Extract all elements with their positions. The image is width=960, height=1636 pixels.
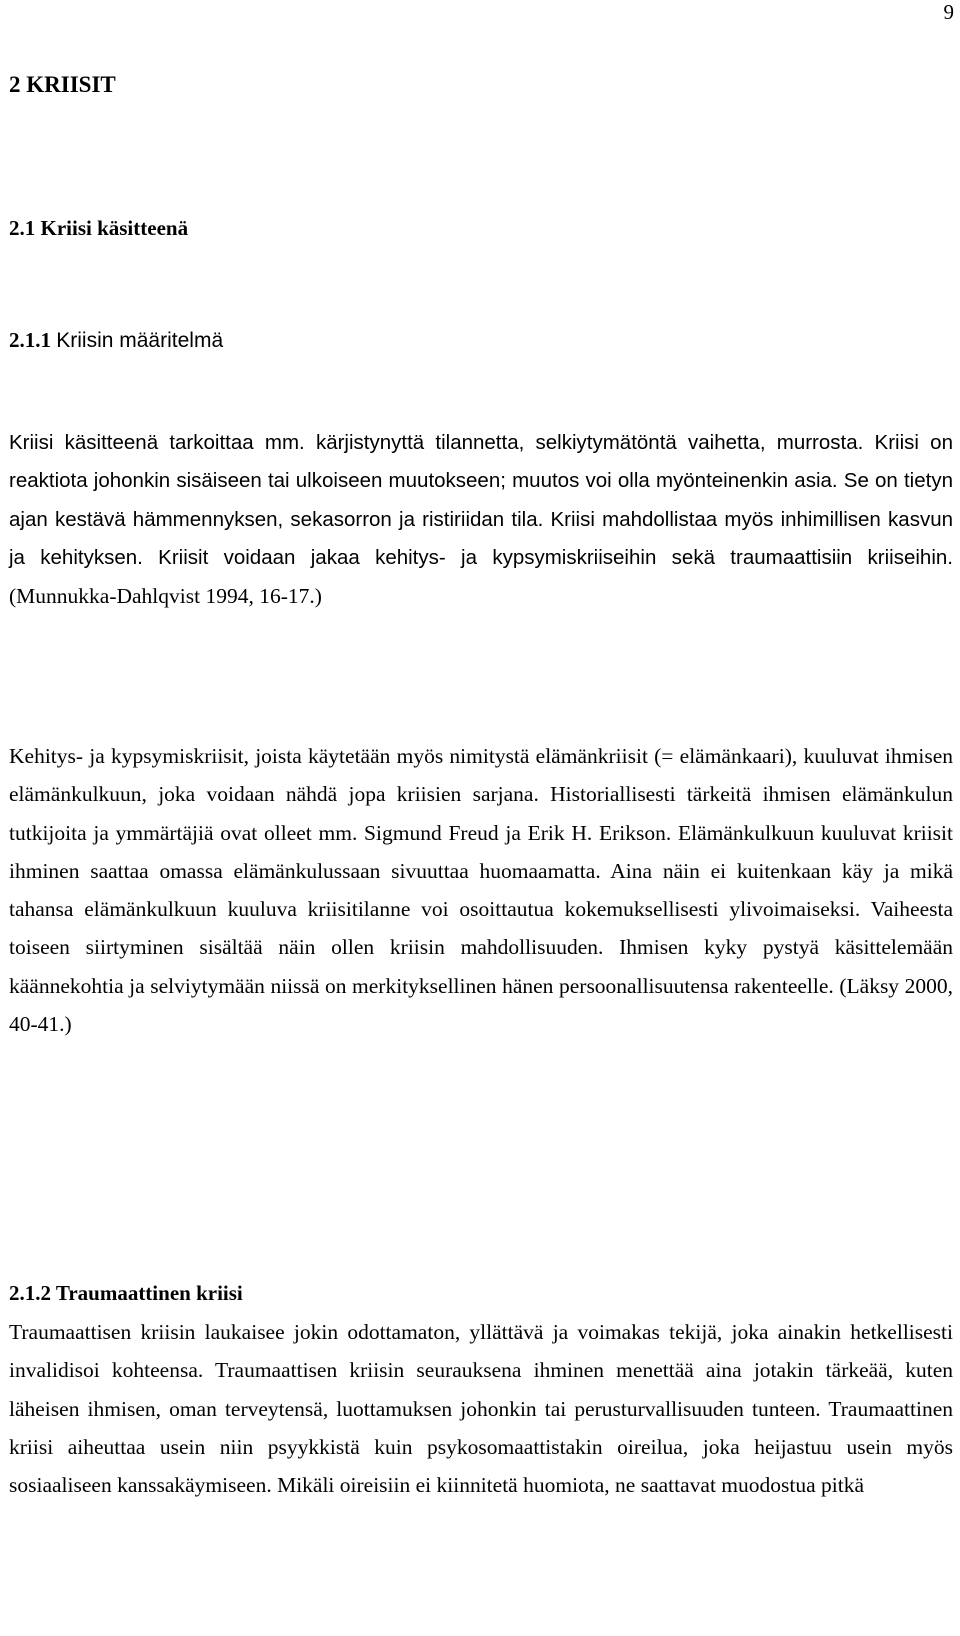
paragraph-traumatic-crisis: Traumaattisen kriisin laukaisee jokin odottamaton, yllättävä ja voimakas tekijä, joka ainakin hetkellisesti invalidisoi kohteensa. Traumaattisen kriisin seurauksena ihminen menettää aina jotakin tärkeää, kuten läheisen ihmisen, oman terveytensä, luottamuksen johonkin tai perusturvallisuuden tunteen. Traumaattinen kriisi aiheuttaa usein niin psyykkistä kuin psykosomaattistakin oireilua, joka heijastuu usein myös sosiaaliseen kanssakäymiseen. Mikäli oireisiin ei kiinnitetä huomiota, ne saattavat muodostua pitkä [9, 1320, 953, 1498]
chapter-title: KRIISIT [26, 72, 116, 97]
chapter-number: 2 [9, 72, 21, 97]
section-heading [9, 216, 188, 241]
subsection-title: Traumaattinen kriisi [55, 1281, 243, 1305]
section-number: 2.1 [9, 216, 36, 240]
subsection-number: 2.1.2 [9, 1281, 51, 1305]
subsection-heading-traumatic [9, 1281, 243, 1306]
citation-munnukka-dahlqvist: (Munnukka-Dahlqvist 1994, 16-17.) [9, 584, 322, 609]
subsection-heading-definition [9, 328, 223, 353]
chapter-heading [9, 72, 116, 98]
section-title: Kriisi käsitteenä [40, 216, 189, 240]
page-number: 9 [943, 0, 954, 24]
subsection-number: 2.1.1 [9, 328, 51, 352]
paragraph-life-crises: Kehitys- ja kypsymiskriisit, joista käytetään myös nimitystä elämänkriisit (= elämänkaari), kuuluvat ihmisen elämänkulkuun, joka voidaan nähdä jopa kriisien sarjana. Historiallisesti tärkeitä ihmisen elämänkulun tutkijoita ja ymmärtäjiä ovat olleet mm. Sigmund Freud ja Erik H. Erikson. Elämänkulkuun kuuluvat kriisit ihminen saattaa omassa elämänkulussaan sivuuttaa huomaamatta. Aina näin ei kuitenkaan käy ja mikä tahansa elämänkulkuun kuuluva kriisitilanne voi osoittautua kokemuksellisesti ylivoimaiseksi. Vaiheesta toiseen siirtyminen sisältää näin ollen kriisin mahdollisuuden. Ihmisen kyky pystyä käsittelemään käännekohtia ja selviytymään niissä on merkityksellinen hänen persoonallisuutensa rakenteelle. (Läksy 2000, 40-41.) [9, 744, 953, 1037]
paragraph-crisis-definition [9, 424, 953, 616]
paragraph-crisis-definition-text: Kriisi käsitteenä tarkoittaa mm. kärjistynyttä tilannetta, selkiytymätöntä vaihetta, murrosta. Kriisi on reaktiota johonkin sisäiseen tai ulkoiseen muutokseen; muutos voi olla myönteinenkin asia. Se on tietyn ajan kestävä hämmennyksen, sekasorron ja ristiriidan tila. Kriisi mahdollistaa myös inhimillisen kasvun ja kehityksen. Kriisit voidaan jakaa kehitys- ja kypsymiskriiseihin sekä traumaattisiin kriiseihin. [9, 431, 953, 569]
subsection-title: Kriisin määritelmä [56, 329, 224, 352]
